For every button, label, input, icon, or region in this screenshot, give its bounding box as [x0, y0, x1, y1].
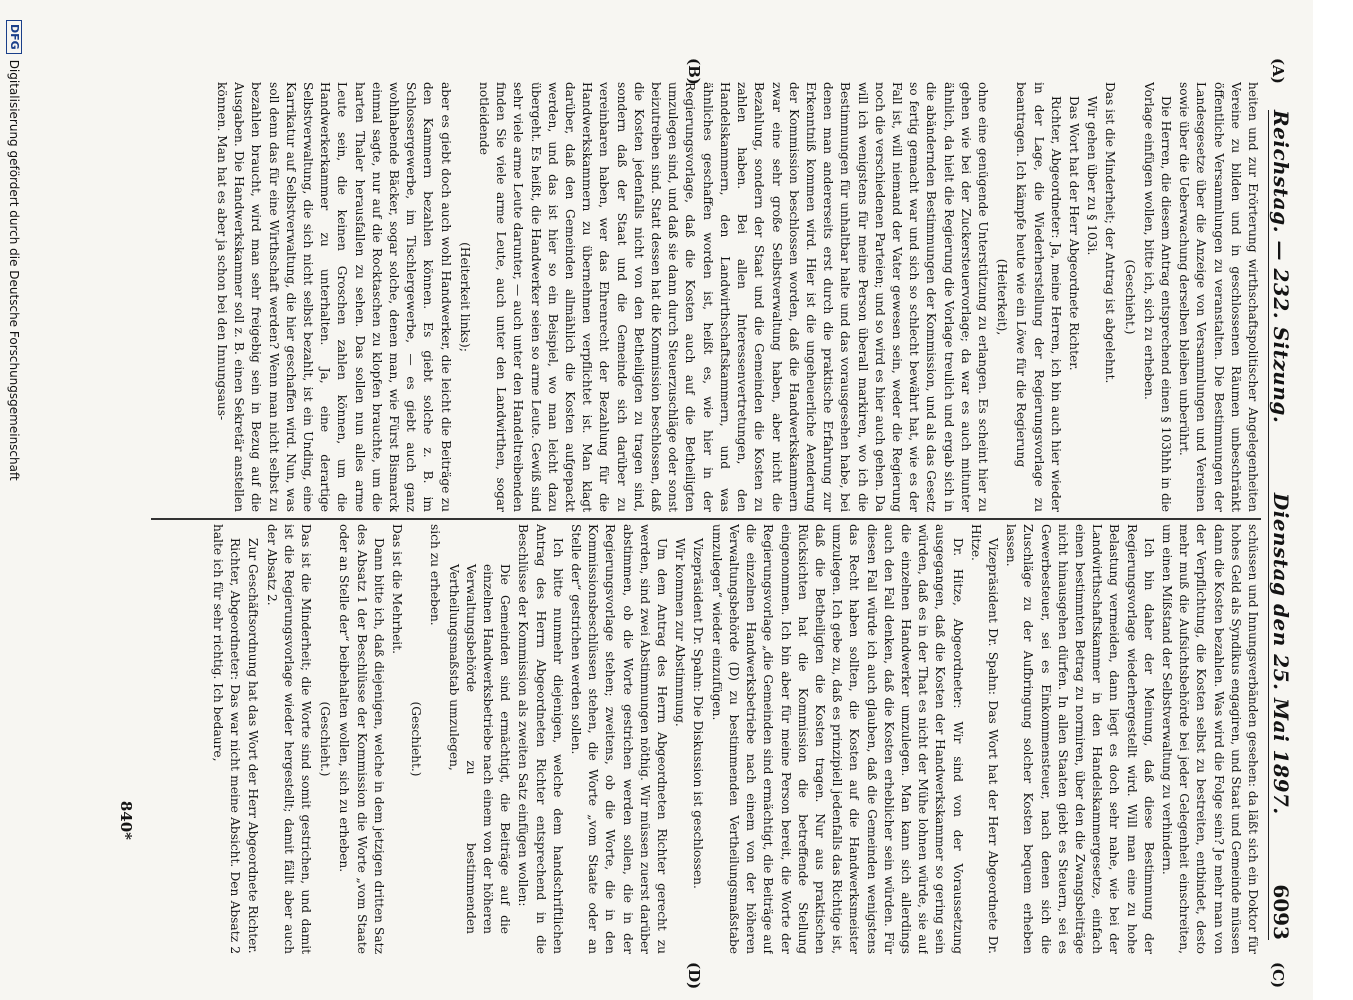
paragraph: Die Gemeinden sind ermächtigt, die Beiträge auf die einzelnen Handwerksbetriebe nach einem von der höheren Verwaltungsbehörde zu bestimmenden Vertheilungsmaßstab umzulegen,: [446, 564, 513, 934]
paragraph: Dann bitte ich, daß diejenigen, welche in dem jetzigen dritten Satz des Absatz 1 der Beschlüsse der Kommission die Worte „vom Staate oder an Stelle der“ beibehalten wollen, sich zu erheben.: [337, 524, 386, 954]
paragraph: Das ist die Mehrheit.: [390, 524, 405, 654]
paragraph: Das ist die Minderheit; der Antrag ist abgelehnt.: [1103, 82, 1118, 384]
margin-mark-b: (B): [685, 58, 703, 85]
page-number: 6093: [1269, 884, 1293, 940]
paragraph: (Geschieht.): [409, 701, 424, 777]
page-header: [1268, 110, 1303, 940]
paragraph: Die Herren, die diesem Antrag entsprechend einen § 103hhh in die Vorlage einfügen wollen, bitte ich, sich zu erheben.: [1141, 82, 1173, 512]
margin-mark-d: (D): [685, 962, 703, 990]
margin-mark-a: (A): [1269, 58, 1287, 84]
paragraph: (Heiterkeit),: [995, 258, 1010, 336]
paragraph: Ich bitte nunmehr diejenigen, welche dem handschriftlichen Antrag des Herrn Abgeordneten Richter entsprechend in die Beschlüsse der Kommission als zweiten Satz einfügen wollen:: [516, 524, 565, 954]
paragraph: aber es giebt doch auch wohl Handwerker, die leicht die Beiträge zu den Kammern bezahlen können. Es giebt solche z. B. im Schlossergewerbe, im Tischlergewerbe, — es giebt auch ganz wohlhabende Bäcker, sogar solche, denen man, wie Fürst Bismarck einmal sagte, nur auf die Rocktaschen zu klopfen brauchte, um die harten Thaler herausfallen zu sehen. Das sollen nun alles arme Leute sein, die keinen Groschen zahlen können, um die Handwerkerkammer zu unterhalten. Ja, eine derartige Selbstverwaltung, die sich nicht selbst bezahlt, ist ein Unding, eine Karrikatur auf Selbstverwaltung, die hier geschaffen wird. Nun, was soll denn das für eine Wirthschaft werden? Wenn man nicht selbst zu bezahlen braucht, wird man sehr freigebig sein in Bezug auf die Ausgaben. Die Handwerkskammer soll z. B. einen Sekretär anstellen können. Man hat es aber ja schon bei den Innungsaus-: [215, 82, 453, 512]
paragraph: Richter, Abgeordneter: Das war nicht meine Absicht. Den Absatz 2 halte ich für sehr richtig. Ich bedaure,: [211, 524, 243, 954]
footer-number: 840*: [117, 800, 135, 840]
paragraph: (Geschieht.): [1122, 259, 1137, 335]
page-edge: [1313, 0, 1353, 1000]
paragraph: Vizepräsident Dr. Spahn: Das Wort hat der Herr Abgeordnete Dr. Hitze.: [968, 524, 1000, 954]
left-column: [141, 82, 1261, 512]
paragraph: sich zu erheben.: [428, 524, 443, 626]
paragraph: Zur Geschäftsordnung hat das Wort der Herr Abgeordnete Richter.: [246, 538, 261, 954]
session-title: Reichstag. — 232. Sitzung.: [1269, 110, 1293, 424]
paragraph: Das ist die Minderheit; die Worte sind somit gestrichen, und damit ist die Regierungsvorlage wieder hergestellt; damit fällt aber auch der Absatz 2.: [264, 524, 314, 954]
paragraph: Wir kommen zur Abstimmung.: [673, 538, 688, 727]
paragraph: Ich bin daher der Meinung, daß diese Bestimmung der Regierungsvorlage wiederhergestellt wird. Will man eine zu hohe Belastung vermeiden, dann liegt es doch sehr nahe, wie bei der Landwirthschaftskammer in den Handelskammergesetze, einfach einen bestimmten Betrag zu normiren, über den die Zwangsbeiträge nicht hinausgehen dürfen. In allen Staaten giebt es Steuern, sei es Gewerbesteuer, sei es Einkommensteuer, nach denen sich die Zuschläge zu der Aufbringung solcher Kosten bequem erheben lassen.: [1004, 524, 1156, 954]
digitization-credit: [6, 20, 22, 980]
paragraph: (Heiterkeit links);: [457, 242, 472, 352]
margin-mark-c: (C): [1269, 962, 1287, 989]
credit-text: Digitalisierung gefördert durch die Deutsche Forschungsgemeinschaft: [7, 59, 21, 481]
paragraph: Dr. Hitze, Abgeordneter: Wir sind von der Voraussetzung ausgegangen, daß die Kosten der Handwerkskammer so gering sein würden, daß es in der That es nicht der Mühe lohnen würde, sie auf die einzelnen Handwerker umzulegen. Man kann sich allerdings auch den Fall denken, daß die Kosten erheblicher sein würden. Für diesen Fall würde ich auch glauben, daß die Gemeinden wenigstens das Recht haben sollten, die Kosten auf die Handwerksmeister umzulegen. Ich gebe zu, daß es prinzipiell jedenfalls das Richtige ist, daß die Betheiligten die Kosten tragen. Nur aus praktischen Rücksichten hat die Kommission die betreffende Stellung eingenommen. Ich bin aber für meine Person bereit, die Worte der Regierungsvorlage „die Gemeinden sind ermächtigt, die Beiträge auf die einzelnen Handwerksbetriebe nach einem von der höheren Verwaltungsbehörde (D) zu bestimmenden Vertheilungsmaßstabe umzulegen“ wieder einzufügen.: [709, 524, 965, 954]
right-column: [141, 524, 1261, 954]
session-date: Dienstag den 25. Mai 1897.: [1269, 492, 1293, 815]
column-divider: [151, 518, 1261, 520]
paragraph: ohne eine genügende Unterstützung zu erlangen. Es scheint hier zu gehen wie bei der Zuckersteuervorlage; da war es auch mitunter ähnlich, da hielt die Regierung die Vorlage treulich und ergab sich in die abändernden Bestimmungen der Kommission, und als das Gesetz so fertig gemacht war und sich so schlecht bewährt hat, wie es der Fall ist, will niemand der Vater gewesen sein, weder die Regierung noch die verschiedenen Parteien; und so wird es hier auch gehen. Da will ich wenigstens für meine Person überall markiren, wo ich die Bestimmungen für unhaltbar halte und das vorausgesehen habe, bei denen man andererseits erst durch die praktische Erfahrung zur Erkenntniß kommen wird. Hier ist die ungeheuerliche Aenderung der Kommission beschlossen worden, daß die Handwerkskammern zwar eine sehr große Selbstverwaltung haben, aber nicht die Bezahlung, sondern der Staat und die Gemeinden die Kosten zu zahlen haben. Bei allen Interessenvertretungen, den Handelskammern, den Landwirthschaftskammern, und was ähnliches geschaffen worden ist, heißt es, wie hier in der Regierungsvorlage, daß die Kosten auch auf die Betheiligten umzulegen sind, und daß sie dann durch Steuerzuschläge oder sonst beizutreiben sind. Statt dessen hat die Kommission beschlossen, daß die Kosten jedenfalls nicht von den Betheiligten zu tragen sind, sondern daß der Staat und die Gemeinde sich darüber zu vereinbaren haben, wer das Ehrenrecht der Bezahlung für die Handwerkskammern zu übernehmen verpflichtet ist. Man klagt darüber, daß den Gemeinden allmählich die Kosten aufgepackt werden, und das ist hier so ein Beispiel, wo man leicht dazu übergeht. Es heißt, die Handwerker seien so arme Leute. Gewiß sind sehr viele arme Leute darunter, — auch unter den Handeltreibenden finden Sie viele arme Leute, auch unter den Landwirthen, sogar notleidende: [477, 82, 990, 512]
paragraph: schüssen und Innungsverbänden gesehen: da läßt sich ein Doktor für hohes Geld als Syndikus engagiren, und Staat und Gemeinde müssen dann die Kosten bezahlen. Was wird die Folge sein? Je mehr man von der Verpflichtung, die Kosten selbst zu bestreiten, entbindet, desto mehr muß die Aufsichtsbehörde bei jeder Gelegenheit einschreiten, um einen Mißstand der Selbstverwaltung zu verhindern.: [1159, 524, 1260, 954]
paragraph: Richter, Abgeordneter: Ja, meine Herren, ich bin auch hier wieder in der Lage, die Wiederherstellung der Regierungsvorlage zu beantragen. Ich kämpfe heute wie ein Löwe für die Regierung: [1014, 82, 1063, 512]
dfg-logo: DFG: [6, 20, 22, 54]
paragraph: (Geschieht.): [318, 701, 333, 777]
paragraph: Das Wort hat der Herr Abgeordnete Richter.: [1066, 96, 1081, 371]
paragraph: heiten und zur Erörterung wirthschaftspolitischer Angelegenheiten Vereine zu bilden und in geschlossenen Räumen unbeschränkt öffentliche Versammlungen zu veranstalten. Die Bestimmungen der Landesgesetze über die Anzeige von Versammlungen und Vereinen sowie über die Ueberwachung derselben bleiben unberührt.: [1177, 82, 1260, 512]
paragraph: Um dem Antrag des Herrn Abgeordneten Richter gerecht zu werden, sind zwei Abstimmungen nöthig. Wir müssen zuerst darüber abstimmen, ob die Worte gestrichen werden sollen, die in der Regierungsvorlage stehen; zweitens, ob die Worte, die in den Kommissionsbeschlüssen stehen, die Worte „vom Staate oder an Stelle der“ gestrichen werden sollen.: [569, 524, 670, 954]
paragraph: Wir gehen über zu § 103i.: [1085, 96, 1100, 256]
paragraph: Vizepräsident Dr. Spahn: Die Diskussion ist geschlossen.: [691, 538, 706, 889]
